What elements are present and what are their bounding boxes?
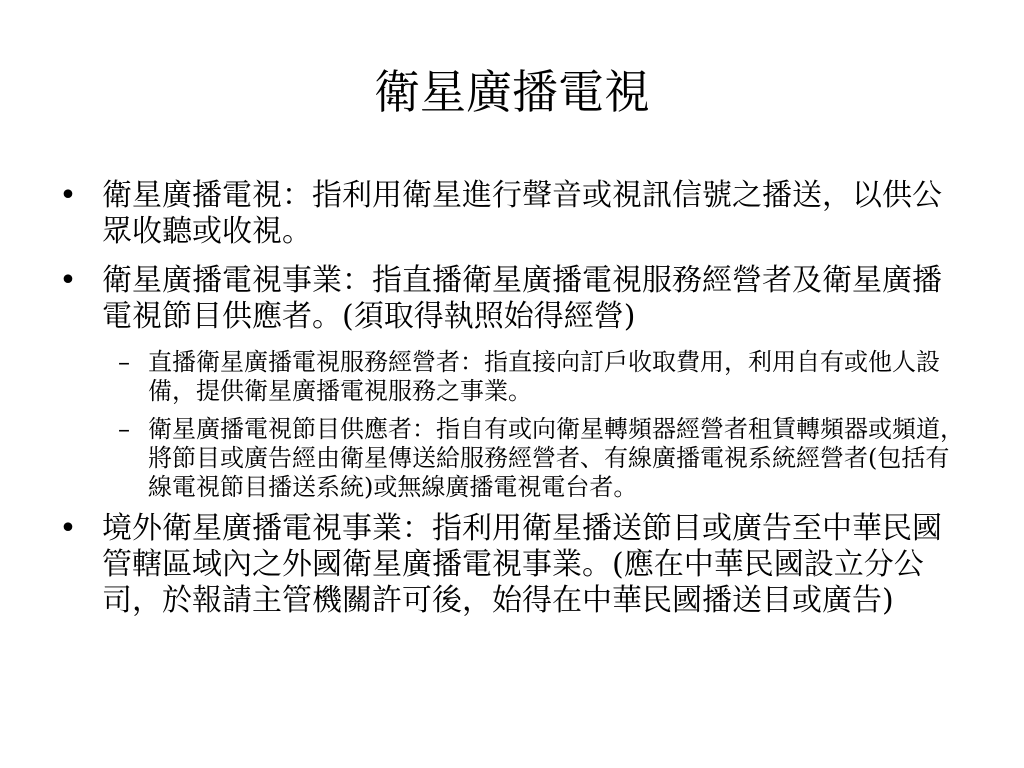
bullet-marker: • [59,263,77,298]
sub-bullet-item-program-provider [56,415,968,502]
bullet-marker: • [59,178,77,213]
bullet-item-satellite-broadcast-business [56,263,968,335]
slide-content [56,178,968,632]
bullet-text: 衛星廣播電視事業：指直播衛星廣播電視服務經營者及衛星廣播電視節目供應者。(須取得執照始得經營) [102,263,942,334]
bullet-text: 境外衛星廣播電視事業：指利用衛星播送節目或廣告至中華民國管轄區域內之外國衛星廣播電視事業。(應在中華民國設立分公司，於報請主管機關許可後，始得在中華民國播送目或廣告) [102,511,942,618]
bullet-item-foreign-satellite-business [56,511,968,619]
sub-bullet-marker: – [118,415,130,443]
sub-bullet-item-direct-broadcast-operator [56,348,968,406]
sub-bullet-marker: – [118,348,130,376]
bullet-item-satellite-broadcast-tv [56,178,968,250]
sub-bullet-text: 衛星廣播電視節目供應者：指自有或向衛星轉頻器經營者租賃轉頻器或頻道，將節目或廣告經由衛星傳送給服務經營者、有線廣播電視系統經營者(包括有線電視節目播送系統)或無線廣播電視電台者。 [148,415,964,501]
bullet-marker: • [59,511,77,546]
slide-title: 衛星廣播電視 [374,65,650,119]
sub-bullet-text: 直播衛星廣播電視服務經營者：指直接向訂戶收取費用，利用自有或他人設備，提供衛星廣播電視服務之事業。 [148,348,940,405]
bullet-text: 衛星廣播電視：指利用衛星進行聲音或視訊信號之播送，以供公眾收聽或收視。 [102,178,942,249]
